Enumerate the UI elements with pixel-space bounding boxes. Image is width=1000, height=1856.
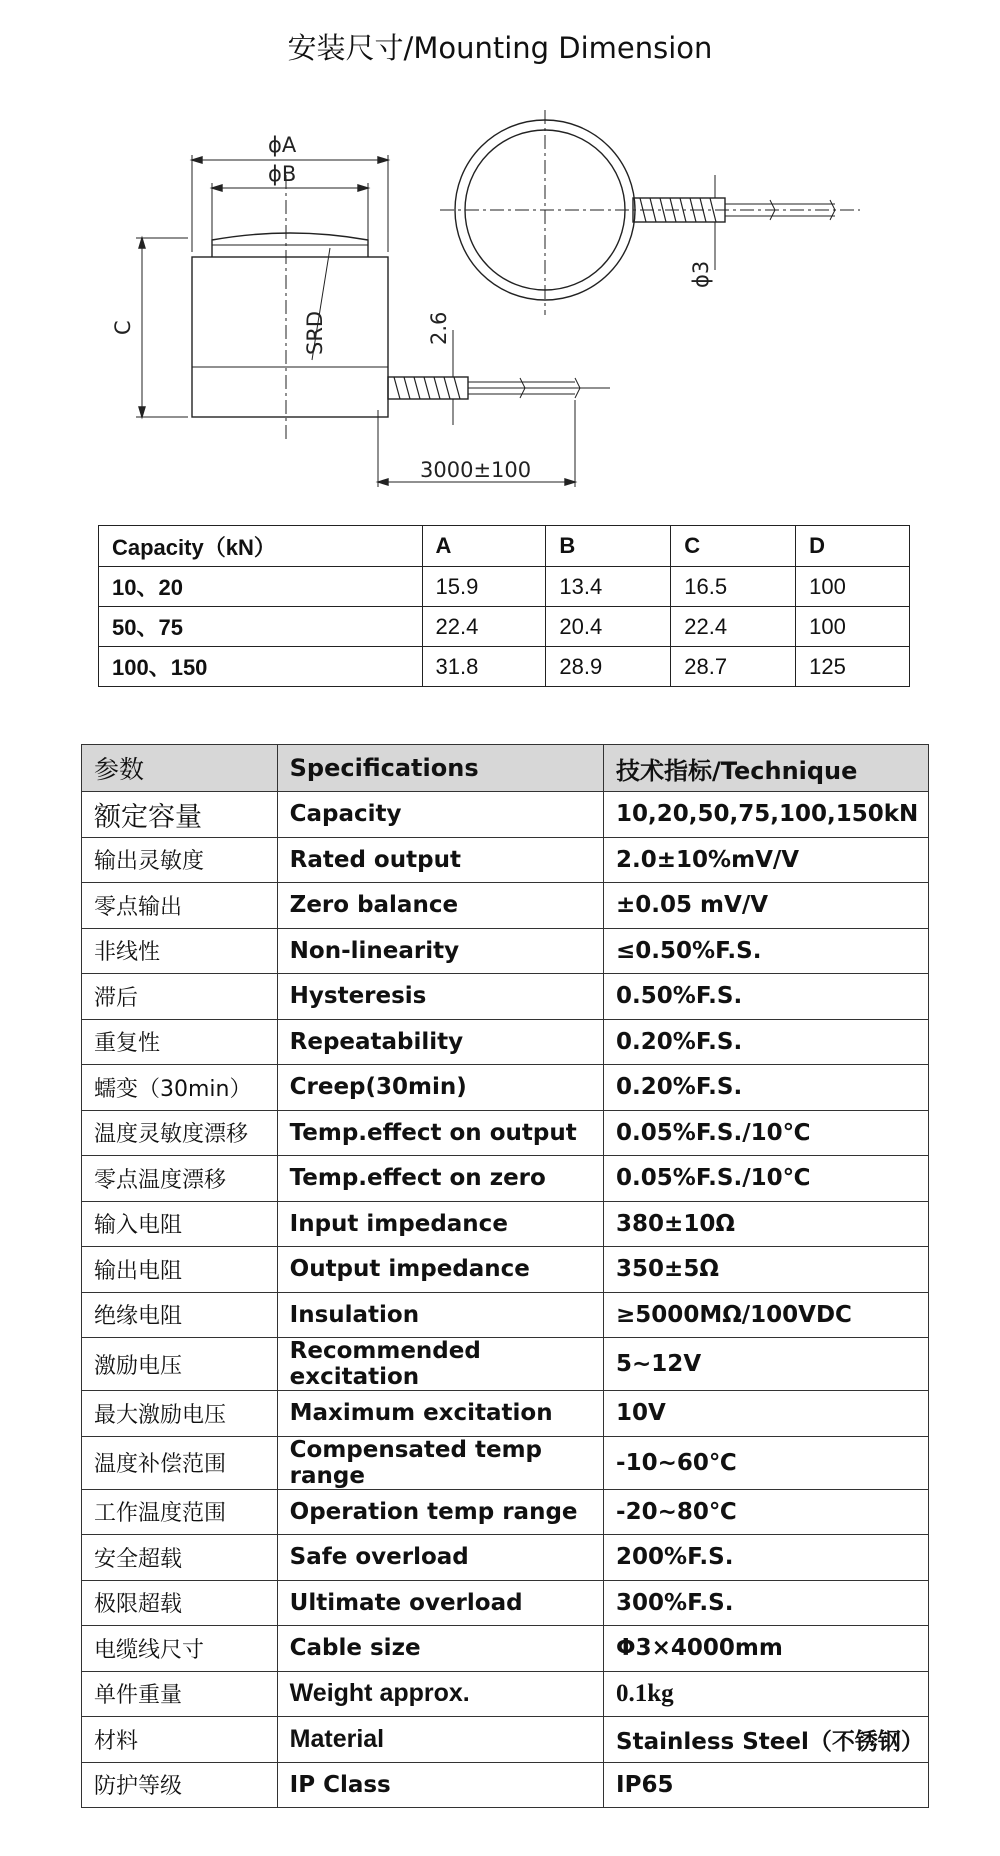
table-header-row xyxy=(99,526,910,567)
header-cell: C xyxy=(671,526,796,567)
table-cell: 0.20%F.S. xyxy=(604,1019,929,1065)
table-row xyxy=(82,1671,929,1717)
table-cell: 100 xyxy=(796,607,910,647)
label-SRD: SRD xyxy=(303,310,327,355)
label-phiA: ϕA xyxy=(268,133,297,157)
table-cell: 125 xyxy=(796,647,910,687)
table-cell: Compensated temp range xyxy=(277,1436,603,1489)
table-cell: Insulation xyxy=(277,1292,603,1338)
table-cell: 额定容量 xyxy=(82,792,278,838)
table-cell: 10、20 xyxy=(99,567,423,607)
table-cell: Recommended excitation xyxy=(277,1338,603,1391)
table-cell: Zero balance xyxy=(277,883,603,929)
table-cell: Input impedance xyxy=(277,1201,603,1247)
table-cell: 单件重量 xyxy=(82,1671,278,1717)
table-cell: ≥5000MΩ/100VDC xyxy=(604,1292,929,1338)
table-cell: 50、75 xyxy=(99,607,423,647)
table-row xyxy=(82,1391,929,1437)
table-row xyxy=(82,928,929,974)
header-cell: 技术指标/Technique xyxy=(604,745,929,792)
table-cell: IP65 xyxy=(604,1762,929,1808)
table-row xyxy=(82,837,929,883)
header-cell: A xyxy=(422,526,546,567)
table-cell: 13.4 xyxy=(546,567,671,607)
table-cell: Repeatability xyxy=(277,1019,603,1065)
table-row xyxy=(82,1292,929,1338)
table-row xyxy=(82,1436,929,1489)
table-cell: 零点温度漂移 xyxy=(82,1156,278,1202)
table-row xyxy=(82,1065,929,1111)
table-row xyxy=(82,1580,929,1626)
table-cell: 重复性 xyxy=(82,1019,278,1065)
table-cell: 绝缘电阻 xyxy=(82,1292,278,1338)
table-header-row xyxy=(82,745,929,792)
table-cell: 22.4 xyxy=(422,607,546,647)
table-row xyxy=(82,792,929,838)
table-row xyxy=(82,1338,929,1391)
table-cell: 输出电阻 xyxy=(82,1247,278,1293)
table-cell: Capacity xyxy=(277,792,603,838)
table-cell: 蠕变（30min） xyxy=(82,1065,278,1111)
table-cell: 防护等级 xyxy=(82,1762,278,1808)
table-row xyxy=(82,1247,929,1293)
table-cell: 0.05%F.S./10℃ xyxy=(604,1110,929,1156)
table-cell: 输入电阻 xyxy=(82,1201,278,1247)
table-cell: 5~12V xyxy=(604,1338,929,1391)
table-cell: 0.50%F.S. xyxy=(604,974,929,1020)
table-cell: 温度补偿范围 xyxy=(82,1436,278,1489)
table-cell: 10V xyxy=(604,1391,929,1437)
table-cell: Maximum excitation xyxy=(277,1391,603,1437)
table-cell: Safe overload xyxy=(277,1535,603,1581)
table-cell: 100、150 xyxy=(99,647,423,687)
table-cell: 滞后 xyxy=(82,974,278,1020)
table-cell: 380±10Ω xyxy=(604,1201,929,1247)
table-cell: 工作温度范围 xyxy=(82,1489,278,1535)
table-cell: Rated output xyxy=(277,837,603,883)
table-cell: 22.4 xyxy=(671,607,796,647)
page-title: 安装尺寸/Mounting Dimension xyxy=(287,31,713,65)
table-cell: 安全超载 xyxy=(82,1535,278,1581)
table-cell: Temp.effect on zero xyxy=(277,1156,603,1202)
table-cell: ≤0.50%F.S. xyxy=(604,928,929,974)
dimension-table xyxy=(98,525,910,687)
table-cell: 16.5 xyxy=(671,567,796,607)
table-cell: 激励电压 xyxy=(82,1338,278,1391)
table-row xyxy=(82,883,929,929)
table-cell: Operation temp range xyxy=(277,1489,603,1535)
table-row xyxy=(82,1019,929,1065)
table-cell: Ultimate overload xyxy=(277,1580,603,1626)
table-row xyxy=(99,567,910,607)
header-cell: D xyxy=(796,526,910,567)
mounting-drawing xyxy=(0,0,1000,500)
header-cell: Specifications xyxy=(277,745,603,792)
table-cell: 输出灵敏度 xyxy=(82,837,278,883)
table-cell: 零点输出 xyxy=(82,883,278,929)
table-cell: 300%F.S. xyxy=(604,1580,929,1626)
table-cell: 最大激励电压 xyxy=(82,1391,278,1437)
table-cell: -20~80℃ xyxy=(604,1489,929,1535)
table-cell: Temp.effect on output xyxy=(277,1110,603,1156)
side-body xyxy=(192,257,388,417)
table-cell: 0.20%F.S. xyxy=(604,1065,929,1111)
table-cell: 31.8 xyxy=(422,647,546,687)
table-cell: 15.9 xyxy=(422,567,546,607)
table-cell: 温度灵敏度漂移 xyxy=(82,1110,278,1156)
table-cell: 20.4 xyxy=(546,607,671,647)
header-cell: B xyxy=(546,526,671,567)
table-row xyxy=(99,607,910,647)
table-cell: ±0.05 mV/V xyxy=(604,883,929,929)
table-cell: IP Class xyxy=(277,1762,603,1808)
specification-table xyxy=(81,744,929,1808)
label-C: C xyxy=(111,320,135,335)
table-cell: 0.05%F.S./10℃ xyxy=(604,1156,929,1202)
table-cell: Creep(30min) xyxy=(277,1065,603,1111)
table-row xyxy=(82,1626,929,1672)
label-phiB: ϕB xyxy=(268,162,297,186)
label-cable-length: 3000±100 xyxy=(420,458,532,482)
label-2-6: 2.6 xyxy=(427,311,451,345)
label-phi3: ϕ3 xyxy=(689,260,713,288)
table-cell: Non-linearity xyxy=(277,928,603,974)
table-cell: 10,20,50,75,100,150kN xyxy=(604,792,929,838)
table-cell: 极限超载 xyxy=(82,1580,278,1626)
table-cell: Stainless Steel（不锈钢） xyxy=(604,1717,929,1763)
table-cell: Φ3×4000mm xyxy=(604,1626,929,1672)
table-cell: 200%F.S. xyxy=(604,1535,929,1581)
header-cell: Capacity（kN） xyxy=(99,526,423,567)
table-cell: 100 xyxy=(796,567,910,607)
table-cell: Weight approx. xyxy=(277,1671,603,1717)
table-cell: Material xyxy=(277,1717,603,1763)
table-cell: Output impedance xyxy=(277,1247,603,1293)
table-cell: 0.1kg xyxy=(604,1671,929,1717)
table-cell: 材料 xyxy=(82,1717,278,1763)
header-cell: 参数 xyxy=(82,745,278,792)
table-cell: 28.9 xyxy=(546,647,671,687)
table-row xyxy=(99,647,910,687)
table-cell: 电缆线尺寸 xyxy=(82,1626,278,1672)
table-row xyxy=(82,1535,929,1581)
table-cell: -10~60℃ xyxy=(604,1436,929,1489)
table-row xyxy=(82,1489,929,1535)
table-cell: 350±5Ω xyxy=(604,1247,929,1293)
table-cell: 非线性 xyxy=(82,928,278,974)
table-row xyxy=(82,1201,929,1247)
table-cell: Hysteresis xyxy=(277,974,603,1020)
table-row xyxy=(82,1110,929,1156)
table-cell: 2.0±10%mV/V xyxy=(604,837,929,883)
table-row xyxy=(82,1156,929,1202)
table-row xyxy=(82,1762,929,1808)
table-row xyxy=(82,1717,929,1763)
table-row xyxy=(82,974,929,1020)
table-cell: 28.7 xyxy=(671,647,796,687)
table-cell: Cable size xyxy=(277,1626,603,1672)
